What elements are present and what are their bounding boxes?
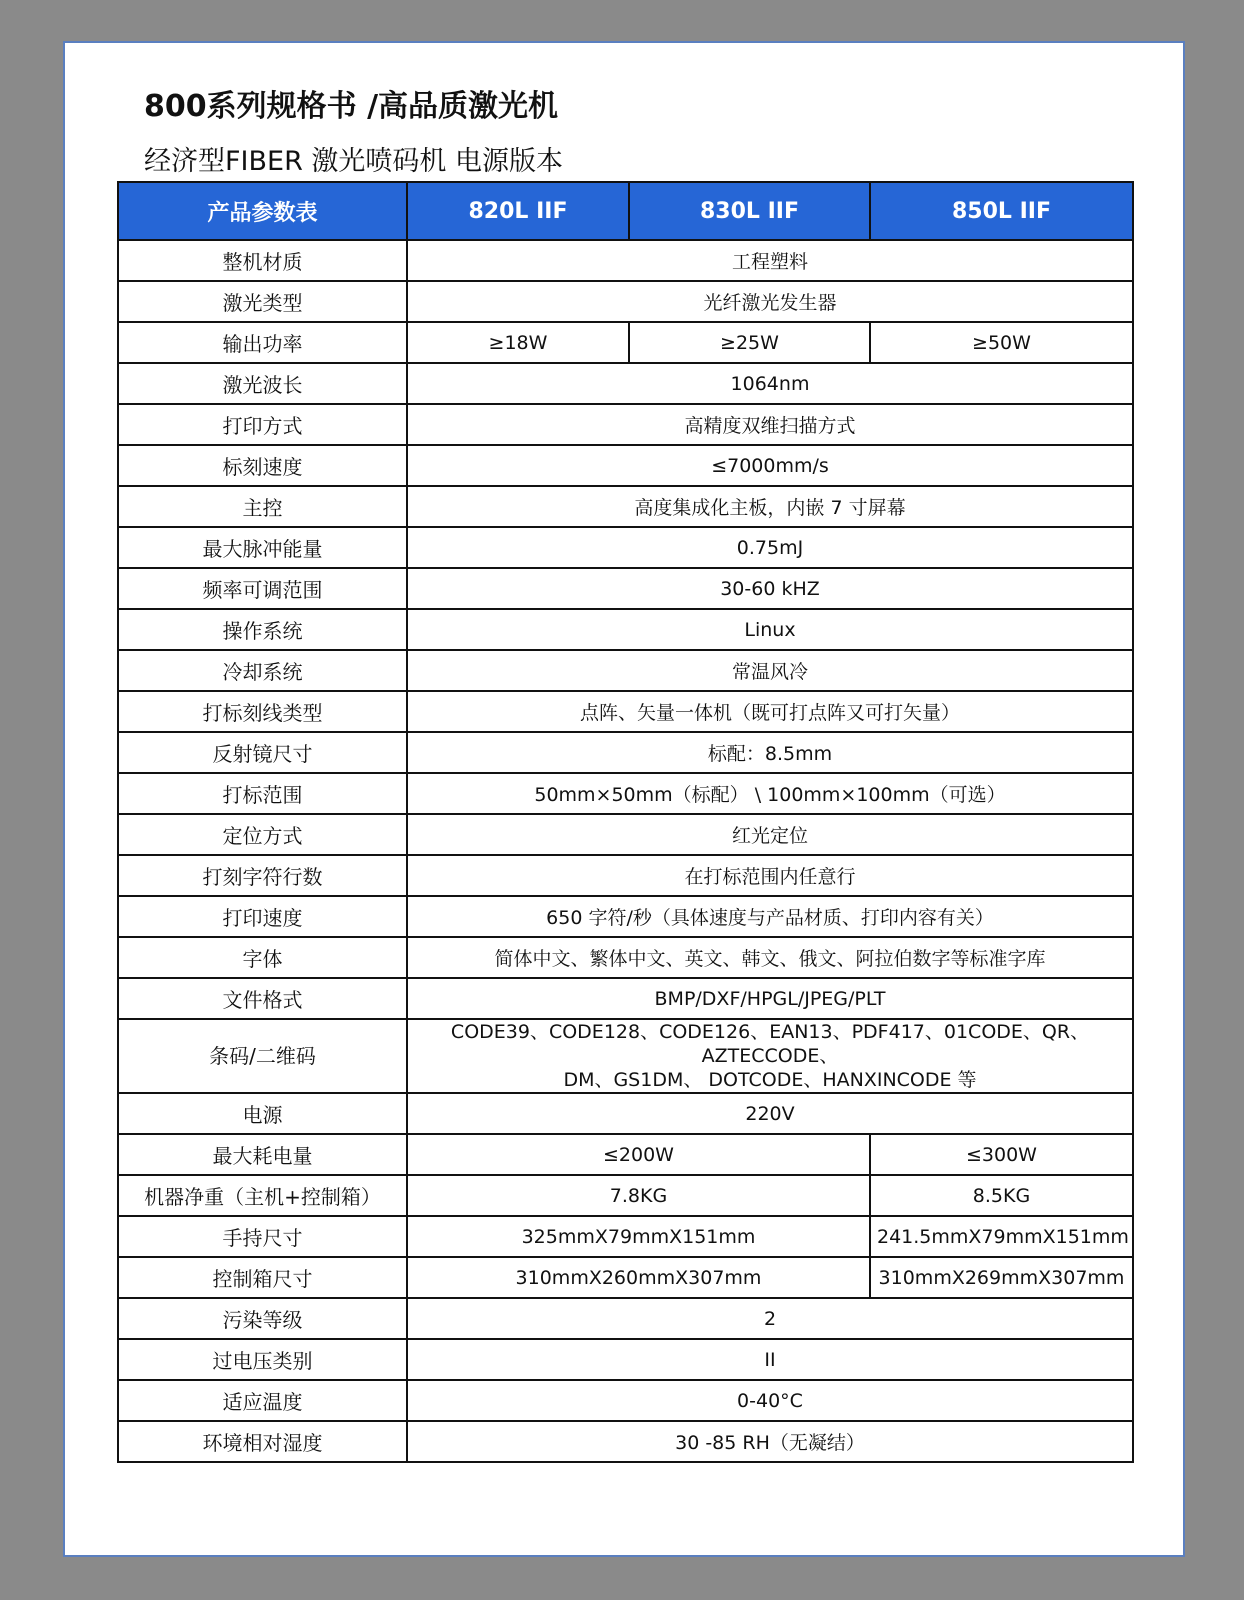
row-value-820l-830l: 310mmX260mmX307mm bbox=[407, 1257, 870, 1298]
row-label: 激光波长 bbox=[118, 363, 407, 404]
spec-sheet bbox=[63, 41, 1185, 1557]
table-row bbox=[118, 527, 1133, 568]
table-row bbox=[118, 1093, 1133, 1134]
row-value-820l-830l: 7.8KG bbox=[407, 1175, 870, 1216]
row-label: 电源 bbox=[118, 1093, 407, 1134]
page-title: 800系列规格书 /高品质激光机 bbox=[144, 89, 559, 124]
row-value: 30-60 kHZ bbox=[407, 568, 1133, 609]
row-value: 高度集成化主板，内嵌 7 寸屏幕 bbox=[407, 486, 1133, 527]
barcode-list-line-2: DM、GS1DM、 DOTCODE、HANXINCODE 等 bbox=[563, 1069, 977, 1091]
row-value: ≤7000mm/s bbox=[407, 445, 1133, 486]
row-label: 频率可调范围 bbox=[118, 568, 407, 609]
row-label: 机器净重（主机+控制箱） bbox=[118, 1175, 407, 1216]
row-value: 220V bbox=[407, 1093, 1133, 1134]
row-value: 简体中文、繁体中文、英文、韩文、俄文、阿拉伯数字等标准字库 bbox=[407, 937, 1133, 978]
table-row bbox=[118, 1019, 1133, 1093]
row-value-850l: 241.5mmX79mmX151mm bbox=[870, 1216, 1133, 1257]
table-row bbox=[118, 281, 1133, 322]
row-value-850l: 310mmX269mmX307mm bbox=[870, 1257, 1133, 1298]
row-value: 2 bbox=[407, 1298, 1133, 1339]
table-row bbox=[118, 1134, 1133, 1175]
header-830l: 830L IIF bbox=[629, 182, 870, 240]
row-value-850l: ≥50W bbox=[870, 322, 1133, 363]
row-label: 主控 bbox=[118, 486, 407, 527]
table-row bbox=[118, 1216, 1133, 1257]
table-row bbox=[118, 404, 1133, 445]
header-param: 产品参数表 bbox=[118, 182, 407, 240]
row-value: 30 -85 RH（无凝结） bbox=[407, 1421, 1133, 1462]
row-value: 高精度双维扫描方式 bbox=[407, 404, 1133, 445]
table-row bbox=[118, 1298, 1133, 1339]
table-row bbox=[118, 568, 1133, 609]
table-row bbox=[118, 650, 1133, 691]
row-value: 光纤激光发生器 bbox=[407, 281, 1133, 322]
row-value: 标配：8.5mm bbox=[407, 732, 1133, 773]
row-label: 控制箱尺寸 bbox=[118, 1257, 407, 1298]
table-row bbox=[118, 322, 1133, 363]
table-row bbox=[118, 363, 1133, 404]
row-label: 打印方式 bbox=[118, 404, 407, 445]
row-label: 环境相对湿度 bbox=[118, 1421, 407, 1462]
row-value: 1064nm bbox=[407, 363, 1133, 404]
row-value-830l: ≥25W bbox=[629, 322, 870, 363]
table-row bbox=[118, 445, 1133, 486]
row-value: 0-40°C bbox=[407, 1380, 1133, 1421]
row-value: 在打标范围内任意行 bbox=[407, 855, 1133, 896]
header-850l: 850L IIF bbox=[870, 182, 1133, 240]
row-label: 过电压类别 bbox=[118, 1339, 407, 1380]
table-row bbox=[118, 978, 1133, 1019]
table-row bbox=[118, 855, 1133, 896]
spec-table bbox=[117, 181, 1134, 1463]
row-value-820l-830l: ≤200W bbox=[407, 1134, 870, 1175]
row-label: 打刻字符行数 bbox=[118, 855, 407, 896]
row-label: 最大耗电量 bbox=[118, 1134, 407, 1175]
row-label: 适应温度 bbox=[118, 1380, 407, 1421]
row-label: 打印速度 bbox=[118, 896, 407, 937]
table-row bbox=[118, 896, 1133, 937]
table-row bbox=[118, 732, 1133, 773]
row-value bbox=[407, 1019, 1133, 1093]
table-row bbox=[118, 1339, 1133, 1380]
barcode-list-line-1: CODE39、CODE128、CODE126、EAN13、PDF417、01CODE、QR、AZTECCODE、 bbox=[450, 1021, 1090, 1067]
row-value: 点阵、矢量一体机（既可打点阵又可打矢量） bbox=[407, 691, 1133, 732]
table-row bbox=[118, 691, 1133, 732]
table-row bbox=[118, 609, 1133, 650]
table-row bbox=[118, 1380, 1133, 1421]
table-row bbox=[118, 1421, 1133, 1462]
row-label: 最大脉冲能量 bbox=[118, 527, 407, 568]
row-label: 冷却系统 bbox=[118, 650, 407, 691]
row-label: 标刻速度 bbox=[118, 445, 407, 486]
row-value-820l-830l: 325mmX79mmX151mm bbox=[407, 1216, 870, 1257]
row-value: 50mm×50mm（标配） \ 100mm×100mm（可选） bbox=[407, 773, 1133, 814]
row-label: 打标范围 bbox=[118, 773, 407, 814]
table-row bbox=[118, 773, 1133, 814]
row-label: 操作系统 bbox=[118, 609, 407, 650]
table-row bbox=[118, 240, 1133, 281]
page-subtitle: 经济型FIBER 激光喷码机 电源版本 bbox=[144, 146, 564, 177]
row-label: 字体 bbox=[118, 937, 407, 978]
row-value: 红光定位 bbox=[407, 814, 1133, 855]
row-label: 条码/二维码 bbox=[118, 1019, 407, 1093]
table-row bbox=[118, 814, 1133, 855]
row-value: 0.75mJ bbox=[407, 527, 1133, 568]
row-label: 污染等级 bbox=[118, 1298, 407, 1339]
table-header-row bbox=[118, 182, 1133, 240]
row-value: BMP/DXF/HPGL/JPEG/PLT bbox=[407, 978, 1133, 1019]
table-row bbox=[118, 937, 1133, 978]
row-value: 常温风冷 bbox=[407, 650, 1133, 691]
row-value: Linux bbox=[407, 609, 1133, 650]
table-row bbox=[118, 1175, 1133, 1216]
row-label: 手持尺寸 bbox=[118, 1216, 407, 1257]
row-label: 定位方式 bbox=[118, 814, 407, 855]
row-label: 输出功率 bbox=[118, 322, 407, 363]
row-label: 激光类型 bbox=[118, 281, 407, 322]
row-label: 打标刻线类型 bbox=[118, 691, 407, 732]
row-label: 文件格式 bbox=[118, 978, 407, 1019]
header-820l: 820L IIF bbox=[407, 182, 629, 240]
row-value-820l: ≥18W bbox=[407, 322, 629, 363]
table-row bbox=[118, 486, 1133, 527]
row-label: 整机材质 bbox=[118, 240, 407, 281]
row-value: II bbox=[407, 1339, 1133, 1380]
row-label: 反射镜尺寸 bbox=[118, 732, 407, 773]
table-row bbox=[118, 1257, 1133, 1298]
row-value: 工程塑料 bbox=[407, 240, 1133, 281]
row-value-850l: ≤300W bbox=[870, 1134, 1133, 1175]
row-value-850l: 8.5KG bbox=[870, 1175, 1133, 1216]
row-value: 650 字符/秒（具体速度与产品材质、打印内容有关） bbox=[407, 896, 1133, 937]
